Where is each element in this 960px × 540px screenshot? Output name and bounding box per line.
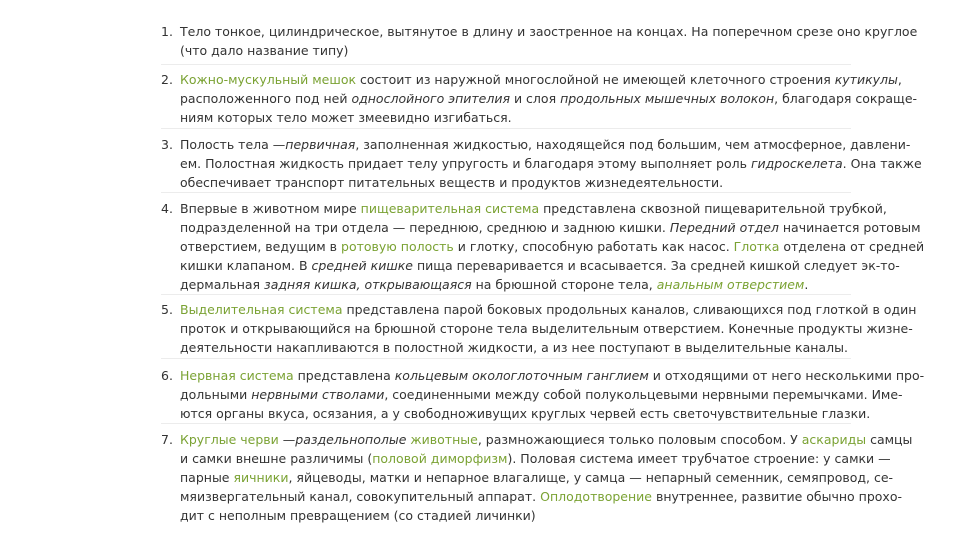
text-line <box>180 385 903 404</box>
list-item-number: 3. <box>161 137 173 152</box>
text-line <box>180 275 850 294</box>
term-italic: кутикулы <box>834 72 898 87</box>
text-run: обеспечивает транспорт питательных веществ и продуктов жизнедеятельности. <box>180 175 724 190</box>
text-run: дольными <box>180 387 252 402</box>
term-italic: гидроскелета <box>750 156 843 171</box>
text-run: . <box>804 277 809 292</box>
text-run: Тело тонкое, цилиндрическое, вытянутое в длину и заостренное на концах. На поперечном срезе оно круглое <box>180 24 918 39</box>
term-highlight: яичники <box>233 470 289 485</box>
text-run: , заполненная жидкостью, находящейся под большим, чем атмосферное, давлени- <box>355 137 911 152</box>
text-run: — <box>278 432 296 447</box>
text-line <box>180 506 850 525</box>
text-run: и слоя <box>509 91 561 106</box>
term-highlight: Глотка <box>733 239 780 254</box>
item-divider <box>161 358 851 359</box>
text-run: начинается ротовым <box>778 220 921 235</box>
text-run: ). Половая система имеет трубчатое строение: у самки — <box>507 451 891 466</box>
term-italic: задняя кишка, открывающаяся <box>264 277 472 292</box>
term-italic: средней кишке <box>311 258 413 273</box>
list-item-number: 6. <box>161 368 173 383</box>
term-highlight: животные <box>410 432 478 447</box>
text-run: , яйцеводы, матки и непарное влагалище, у самца — непарный семенник, семяпровод, се- <box>288 470 894 485</box>
term-italic: кольцевым окологлоточным ганглием <box>394 368 649 383</box>
term-highlight: половой диморфизм <box>372 451 508 466</box>
text-run: отверстием, ведущим в <box>180 239 342 254</box>
text-line <box>180 404 871 423</box>
text-run: ем. Полостная жидкость придает телу упругость и благодаря этому выполняет роль <box>180 156 751 171</box>
text-line <box>180 135 911 154</box>
text-run: представлена <box>293 368 395 383</box>
text-line <box>180 430 913 449</box>
term-italic: нервными стволами <box>251 387 385 402</box>
text-run: дермальная <box>180 277 265 292</box>
text-run: , благодаря сокраще- <box>774 91 918 106</box>
text-run: кишки клапаном. В <box>180 258 312 273</box>
text-run: , размножающиеся только половым способом. У <box>477 432 802 447</box>
text-line <box>180 89 918 108</box>
text-line <box>180 300 917 319</box>
item-divider <box>161 64 851 65</box>
list-item-number: 2. <box>161 72 173 87</box>
term-highlight: Круглые черви <box>180 432 279 447</box>
text-run: самцы <box>866 432 913 447</box>
text-line <box>180 338 850 357</box>
list-item-text <box>180 135 922 192</box>
text-run: ются органы вкуса, осязания, а у свободноживущих круглых червей есть светочувствительные глазки. <box>180 406 871 421</box>
list-item-text <box>180 22 918 60</box>
text-run: и глотку, способную работать как насос. <box>453 239 734 254</box>
text-line <box>180 173 850 192</box>
term-italic: раздельнополые <box>295 432 407 447</box>
term-italic: Передний отдел <box>669 220 779 235</box>
text-line <box>180 199 887 218</box>
list-item-number: 7. <box>161 432 173 447</box>
text-run: , соединенными между собой полукольцевыми нервными перемычками. Име- <box>384 387 903 402</box>
text-run: (что дало название типу) <box>180 43 349 58</box>
text-run: деятельности накапливаются в полостной жидкости, а из нее поступают в выделительные каналы. <box>180 340 848 355</box>
list-item-text <box>180 430 913 525</box>
text-run: , <box>897 72 902 87</box>
text-line <box>180 41 850 60</box>
text-run: Полость тела — <box>180 137 286 152</box>
term-highlight: ротовую полость <box>341 239 454 254</box>
text-run: . Она также <box>842 156 922 171</box>
term-italic: однослойного эпителия <box>351 91 510 106</box>
text-line <box>180 468 894 487</box>
term-highlight: Выделительная система <box>180 302 343 317</box>
text-line <box>180 449 891 468</box>
text-run: внутреннее, развитие обычно прохо- <box>651 489 902 504</box>
list-item-text <box>180 366 925 423</box>
term-highlight: Оплодотворение <box>540 489 652 504</box>
text-run: пища переваривается и всасывается. За средней кишкой следует эк-то- <box>413 258 900 273</box>
term-highlight: Нервная система <box>180 368 294 383</box>
list-item-number: 1. <box>161 24 173 39</box>
text-run: Впервые в животном мире <box>180 201 361 216</box>
text-line <box>180 70 902 89</box>
text-run: на брюшной стороне тела, <box>471 277 657 292</box>
text-run: подразделенной на три отдела — переднюю, среднюю и заднюю кишки. <box>180 220 670 235</box>
text-run: дит с неполным превращением (со стадией личинки) <box>180 508 536 523</box>
text-run: и самки внешне различимы ( <box>180 451 373 466</box>
list-item-number: 4. <box>161 201 173 216</box>
text-line <box>180 366 925 385</box>
term-highlight: пищеварительная система <box>360 201 540 216</box>
text-run: проток и открывающийся на брюшной стороне тела выделительным отверстием. Конечные продукты жизне- <box>180 321 913 336</box>
text-line <box>180 154 922 173</box>
text-run: состоит из наружной многослойной не имеющей клеточного строения <box>356 72 835 87</box>
item-divider <box>161 128 851 129</box>
text-run: расположенного под ней <box>180 91 352 106</box>
term-highlight: анальным отверстием <box>656 277 805 292</box>
term-highlight: Кожно-мускульный мешок <box>180 72 357 87</box>
text-run: мяизвергательный канал, совокупительный аппарат. <box>180 489 541 504</box>
list-item-text <box>180 300 917 357</box>
term-italic: продольных мышечных волокон <box>560 91 775 106</box>
text-run: представлена сквозной пищеварительной трубкой, <box>539 201 887 216</box>
list-item-text <box>180 70 918 127</box>
term-italic: первичная <box>285 137 356 152</box>
item-divider <box>161 192 851 193</box>
text-run: ниям которых тело может змеевидно изгибаться. <box>180 110 512 125</box>
text-line <box>180 487 902 506</box>
text-line <box>180 319 913 338</box>
text-line <box>180 237 925 256</box>
item-divider <box>161 294 851 295</box>
text-line <box>180 22 918 41</box>
list-item-number: 5. <box>161 302 173 317</box>
text-line <box>180 218 921 237</box>
text-run: представлена парой боковых продольных каналов, сливающихся под глоткой в один <box>342 302 917 317</box>
text-run: и отходящими от него несколькими про- <box>648 368 925 383</box>
text-run: парные <box>180 470 234 485</box>
text-line <box>180 108 850 127</box>
term-highlight: аскариды <box>801 432 867 447</box>
text-line <box>180 256 900 275</box>
text-run: отделена от средней <box>779 239 925 254</box>
item-divider <box>161 423 851 424</box>
list-item-text <box>180 199 925 294</box>
